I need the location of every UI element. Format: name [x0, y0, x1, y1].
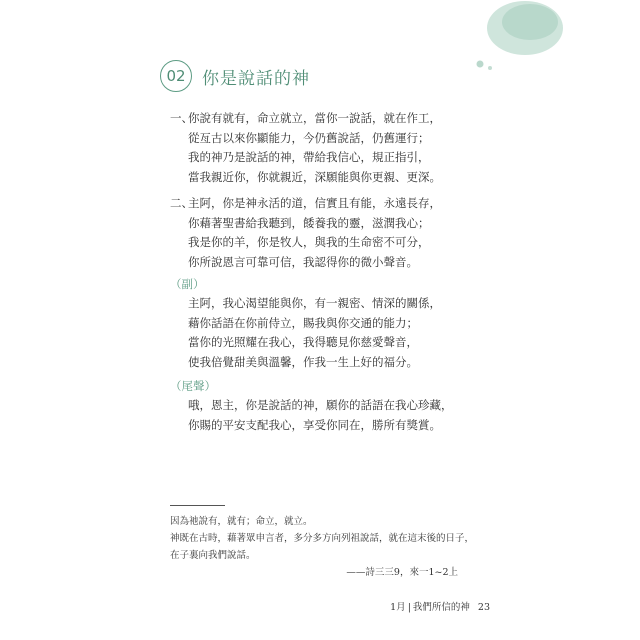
verse-line: 一、你說有就有，命立就立，當你一說話，就在作工， — [170, 109, 441, 129]
chorus-line: 藉你話語在你前侍立，賜我與你交通的能力； — [188, 315, 418, 330]
scripture-line: 在子裏向我們說話。 — [170, 550, 256, 561]
scripture-line: 神既在古時，藉著眾申言者，多分多方向列祖說話，就在這末後的日子， — [170, 533, 475, 544]
coda-label: （尾聲） — [170, 379, 216, 393]
footnote-divider — [170, 505, 225, 506]
chorus-line: 使我倍覺甜美與溫馨，作我一生上好的福分。 — [188, 354, 418, 369]
chorus-line: 當你的光照耀在我心，我得聽見你慈愛聲音， — [188, 335, 418, 350]
verse-marker: 二、 — [170, 196, 193, 210]
scripture-citation: ——詩三三9，來一1~2上 — [346, 567, 458, 578]
page-footer — [390, 599, 490, 613]
verse-line: 當我親近你，你就親近，深願能與你更親、更深。 — [188, 169, 441, 184]
page-title: 你是說話的神 — [202, 68, 310, 89]
verse-line: 我是你的羊，你是牧人，與我的生命密不可分， — [188, 235, 430, 250]
verse-line: 我的神乃是說話的神，帶給我信心，規正指引， — [188, 150, 430, 165]
scripture-line: 因為祂說有，就有；命立，就立。 — [170, 516, 313, 527]
chorus-line: 主阿，我心渴望能與你，有一親密、情深的關係， — [188, 296, 441, 310]
page-number: 23 — [477, 602, 490, 613]
verse-2 — [170, 194, 441, 272]
verse-marker: 一、 — [170, 111, 193, 125]
verse-line: 從亙古以來你顯能力，今仍舊說話，仍舊運行； — [188, 130, 430, 145]
section-number-badge: 02 — [160, 60, 192, 92]
verse-line: 二、主阿，你是神永活的道，信實且有能，永遠長存， — [170, 194, 441, 214]
watercolor-decoration — [470, 0, 570, 72]
footer-month: 1月 — [390, 602, 406, 613]
chorus-label: （副） — [170, 277, 205, 291]
verse-line: 你所說恩言可靠可信，我認得你的微小聲音。 — [188, 254, 418, 269]
section-title — [160, 60, 310, 92]
scripture-notes — [170, 513, 474, 564]
coda-line: 哦，恩主，你是說話的神，願你的話語在我心珍藏， — [188, 398, 453, 412]
footer-chapter: 我們所信的神 — [412, 602, 470, 613]
coda — [188, 396, 453, 435]
footer-separator: | — [407, 602, 411, 613]
chorus — [188, 294, 441, 372]
verse-line: 你藉著聖書給我聽到，餧養我的靈，滋潤我心； — [188, 215, 430, 230]
verse-1 — [170, 109, 441, 187]
coda-line: 你賜的平安支配我心，享受你同在，勝所有獎賞。 — [188, 417, 441, 432]
